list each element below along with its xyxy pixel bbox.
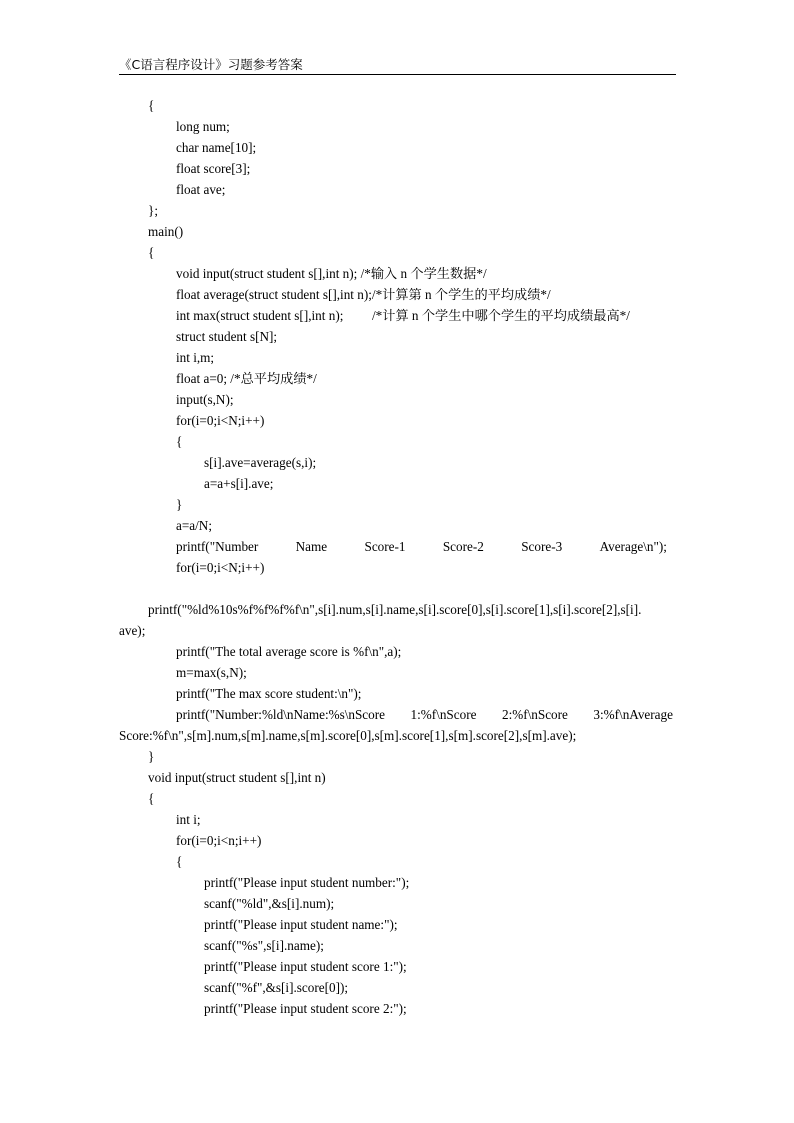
code-line: void input(struct student s[],int n); /*输入 n 个学生数据*/ — [176, 266, 487, 281]
code-line: Score:%f\n",s[m].num,s[m].name,s[m].score[0],s[m].score[1],s[m].score[2],s[m].ave); — [119, 728, 577, 743]
page-header — [119, 57, 676, 75]
code-line: scanf("%ld",&s[i].num); — [204, 896, 335, 911]
code-line: scanf("%s",s[i].name); — [204, 938, 324, 953]
code-line: char name[10]; — [176, 140, 257, 155]
code-line: float a=0; /*总平均成绩*/ — [176, 371, 317, 386]
code-line: printf("Please input student score 2:"); — [204, 1001, 407, 1016]
code-line: float score[3]; — [176, 161, 251, 176]
code-line-justified — [176, 705, 673, 725]
code-line: for(i=0;i<N;i++) — [176, 413, 265, 428]
code-line: } — [176, 497, 183, 512]
code-line: for(i=0;i<n;i++) — [176, 833, 262, 848]
code-comment: /*计算 n 个学生中哪个学生的平均成绩最高*/ — [372, 308, 630, 323]
code-line: a=a/N; — [176, 518, 212, 533]
code-line: { — [148, 791, 155, 806]
code-line: s[i].ave=average(s,i); — [204, 455, 317, 470]
code-line: scanf("%f",&s[i].score[0]); — [204, 980, 349, 995]
code-line: { — [176, 854, 183, 869]
code-line: { — [148, 245, 155, 260]
code-token: 1:%f\nScore — [410, 707, 477, 722]
code-line: printf("The total average score is %f\n",a); — [176, 644, 402, 659]
code-line: void input(struct student s[],int n) — [148, 770, 326, 785]
code-line: input(s,N); — [176, 392, 234, 407]
code-line: printf("Please input student score 1:"); — [204, 959, 407, 974]
code-token: 2:%f\nScore — [501, 707, 568, 722]
code-line: }; — [148, 203, 158, 218]
header-title: 《C语言程序设计》习题参考答案 — [119, 57, 303, 72]
code-token: printf("Number — [176, 539, 259, 554]
code-line: a=a+s[i].ave; — [204, 476, 274, 491]
code-line: ave); — [119, 623, 146, 638]
code-line: printf("The max score student:\n"); — [176, 686, 362, 701]
code-line-justified — [176, 537, 667, 557]
code-token: 3:%f\nAverage — [593, 707, 673, 722]
code-line: main() — [148, 224, 184, 239]
code-line: } — [148, 749, 155, 764]
code-line: printf("Please input student name:"); — [204, 917, 398, 932]
code-token: Score-2 — [442, 539, 484, 554]
code-line: int max(struct student s[],int n); — [176, 308, 344, 323]
code-token: Average\n"); — [599, 539, 667, 554]
code-token: Score-3 — [521, 539, 563, 554]
code-line: for(i=0;i<N;i++) — [176, 560, 265, 575]
code-line: long num; — [176, 119, 230, 134]
code-token: Name — [295, 539, 328, 554]
code-line: float average(struct student s[],int n);/*计算第 n 个学生的平均成绩*/ — [176, 287, 551, 302]
code-line: { — [148, 98, 155, 113]
code-line: struct student s[N]; — [176, 329, 278, 344]
code-line: printf("Please input student number:"); — [204, 875, 410, 890]
code-line: m=max(s,N); — [176, 665, 247, 680]
code-token: Score-1 — [364, 539, 406, 554]
code-line: int i; — [176, 812, 201, 827]
code-line: { — [176, 434, 183, 449]
code-line: printf("%ld%10s%f%f%f%f\n",s[i].num,s[i].name,s[i].score[0],s[i].score[1],s[i].score[2],s[i]. — [148, 602, 642, 617]
code-token: printf("Number:%ld\nName:%s\nScore — [176, 707, 386, 722]
code-line: float ave; — [176, 182, 226, 197]
code-line: int i,m; — [176, 350, 215, 365]
